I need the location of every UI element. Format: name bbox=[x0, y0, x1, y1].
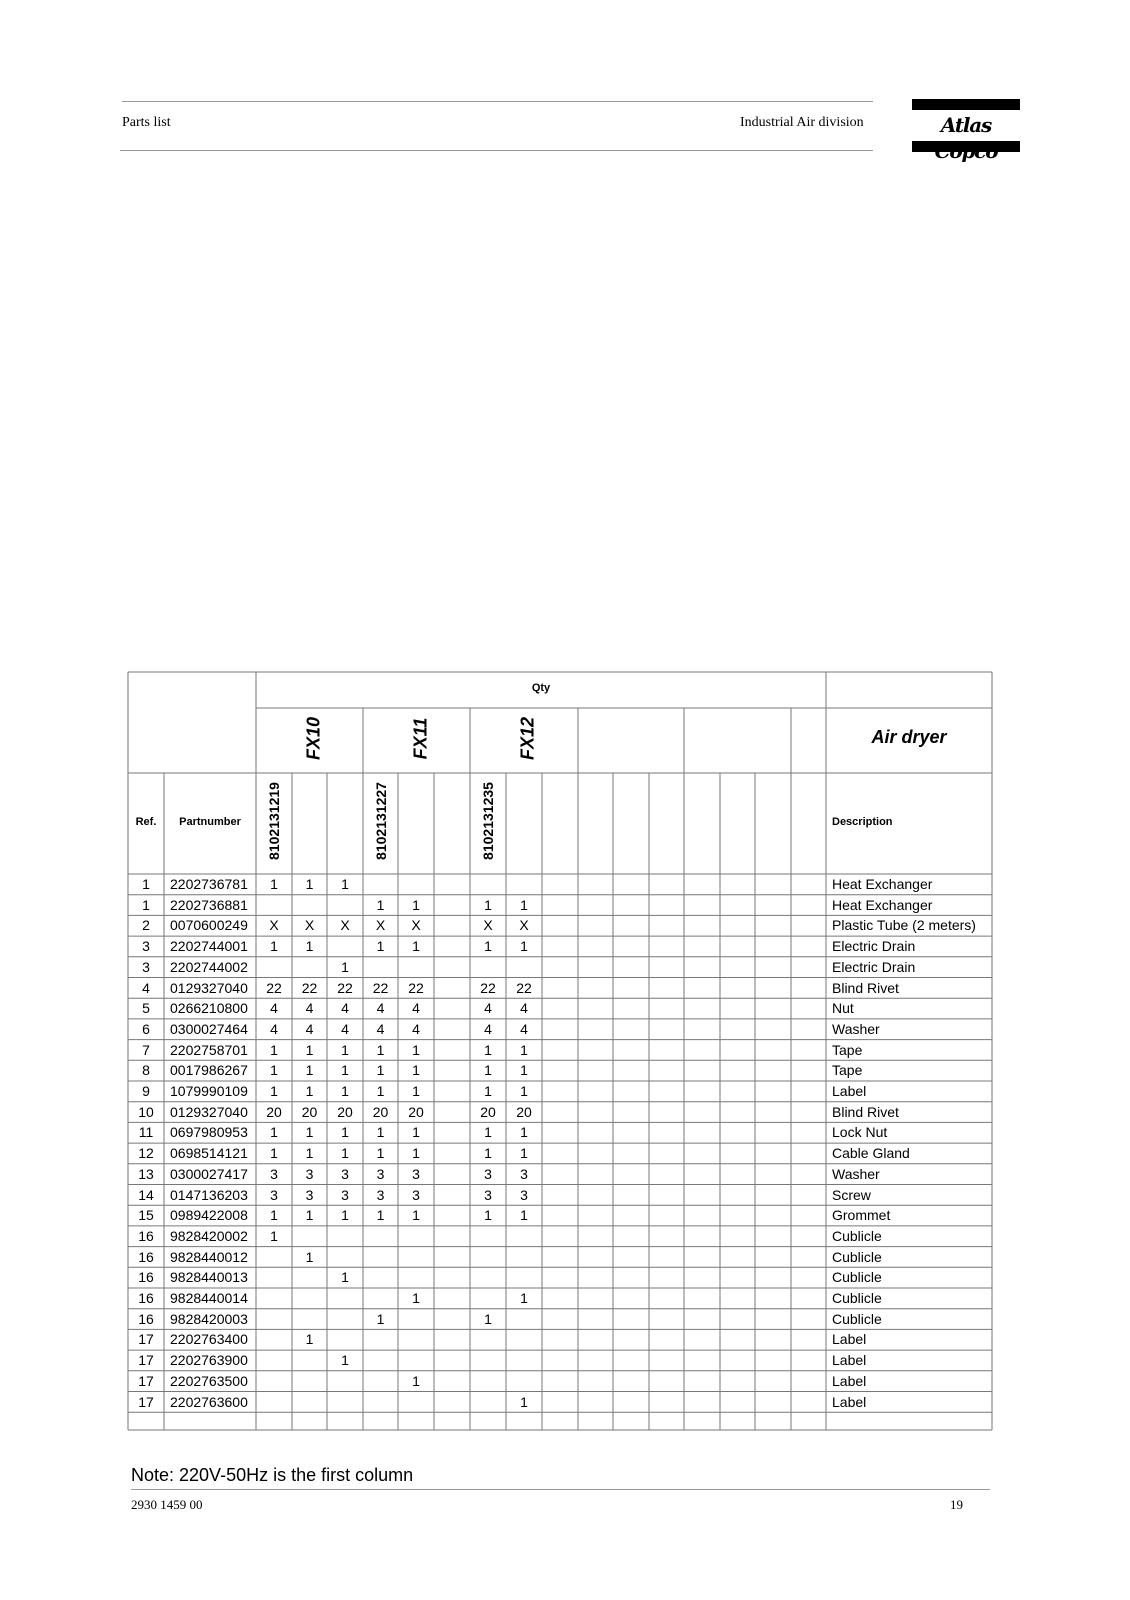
qty-cell: 1 bbox=[412, 1041, 420, 1058]
qty-cell: 1 bbox=[376, 1041, 385, 1058]
ref-cell: 14 bbox=[138, 1186, 154, 1203]
qty-cell: 1 bbox=[412, 938, 420, 955]
partnumber-cell: 2202744001 bbox=[170, 938, 248, 955]
qty-cell: 20 bbox=[480, 1103, 496, 1120]
description-cell: Cublicle bbox=[832, 1269, 882, 1286]
partnumber-cell: 2202744002 bbox=[170, 958, 248, 975]
description-cell: Heat Exchanger bbox=[832, 876, 933, 892]
ref-cell: 3 bbox=[142, 938, 150, 955]
qty-cell: 3 bbox=[341, 1186, 349, 1203]
qty-cell: 1 bbox=[376, 938, 385, 955]
qty-cell: 20 bbox=[408, 1103, 424, 1120]
qty-cell: 20 bbox=[516, 1103, 532, 1120]
ref-cell: 16 bbox=[138, 1248, 154, 1265]
qty-cell: 1 bbox=[412, 1062, 420, 1079]
qty-cell: 4 bbox=[484, 1000, 492, 1017]
partnumber-cell: 0300027417 bbox=[170, 1165, 248, 1182]
qty-cell: 4 bbox=[376, 1020, 385, 1037]
ref-cell: 16 bbox=[138, 1227, 154, 1244]
qty-cell: 1 bbox=[520, 1083, 528, 1099]
ref-cell: 10 bbox=[138, 1103, 154, 1120]
qty-cell: 4 bbox=[270, 1020, 278, 1037]
table-note: Note: 220V-50Hz is the first column bbox=[131, 1465, 414, 1485]
qty-cell: 1 bbox=[305, 1331, 314, 1348]
qty-cell: 1 bbox=[376, 896, 385, 913]
qty-cell: 4 bbox=[412, 1020, 420, 1037]
qty-cell: 1 bbox=[412, 1207, 420, 1224]
fx11-partnumber: 8102131227 bbox=[373, 782, 389, 860]
partnumber-cell: 0147136203 bbox=[170, 1186, 248, 1203]
partnumber-cell: 2202763500 bbox=[170, 1372, 248, 1389]
ref-cell: 11 bbox=[138, 1124, 154, 1141]
partnumber-cell: 9828440013 bbox=[170, 1269, 248, 1286]
qty-cell: 1 bbox=[484, 1083, 492, 1099]
description-cell: Tape bbox=[832, 1041, 863, 1058]
qty-cell: 3 bbox=[412, 1186, 420, 1203]
description-cell: Cublicle bbox=[832, 1227, 882, 1244]
qty-cell: 1 bbox=[270, 876, 278, 892]
table-title: Air dryer bbox=[871, 727, 947, 747]
model-fx12-label: FX12 bbox=[517, 716, 538, 761]
qty-cell: 1 bbox=[412, 1145, 420, 1162]
qty-cell: 3 bbox=[305, 1165, 314, 1182]
qty-cell: 1 bbox=[270, 1041, 278, 1058]
description-cell: Washer bbox=[832, 1020, 880, 1037]
qty-cell: 1 bbox=[412, 1124, 420, 1141]
description-cell: Heat Exchanger bbox=[832, 896, 933, 913]
qty-cell: 1 bbox=[484, 1124, 492, 1141]
description-cell: Lock Nut bbox=[832, 1124, 888, 1141]
qty-cell: 20 bbox=[266, 1103, 282, 1120]
qty-cell: 1 bbox=[270, 1207, 278, 1224]
qty-cell: 20 bbox=[301, 1103, 318, 1120]
fx10-partnumber: 8102131219 bbox=[266, 782, 282, 860]
qty-cell: 4 bbox=[484, 1020, 492, 1037]
logo-text: Atlas bbox=[940, 113, 992, 137]
qty-cell: 1 bbox=[484, 1041, 492, 1058]
qty-cell: 1 bbox=[412, 1083, 420, 1099]
qty-cell: 1 bbox=[376, 1145, 385, 1162]
qty-cell: 4 bbox=[520, 1020, 528, 1037]
qty-cell: 1 bbox=[520, 1124, 528, 1141]
partnumber-cell: 9828440014 bbox=[170, 1290, 248, 1306]
description-cell: Cublicle bbox=[832, 1310, 882, 1327]
qty-cell: X bbox=[340, 917, 350, 934]
ref-cell: 13 bbox=[138, 1165, 154, 1182]
qty-cell: 1 bbox=[341, 1041, 349, 1058]
qty-cell: 4 bbox=[305, 1000, 314, 1017]
qty-cell: 4 bbox=[270, 1000, 278, 1017]
ref-cell: 2 bbox=[142, 917, 150, 934]
ref-cell: 15 bbox=[138, 1207, 154, 1224]
qty-cell: 1 bbox=[520, 1393, 528, 1410]
qty-cell: 1 bbox=[520, 896, 528, 913]
partnumber-cell: 9828420003 bbox=[170, 1310, 248, 1327]
partnumber-cell: 1079990109 bbox=[170, 1083, 248, 1099]
fx12-partnumber: 8102131235 bbox=[480, 782, 496, 860]
qty-cell: 1 bbox=[520, 1041, 528, 1058]
qty-cell: 1 bbox=[484, 1145, 492, 1162]
partnumber-cell: 2202758701 bbox=[170, 1041, 248, 1058]
qty-cell: 4 bbox=[520, 1000, 528, 1017]
qty-cell: 1 bbox=[520, 938, 528, 955]
qty-cell: 3 bbox=[484, 1186, 492, 1203]
qty-cell: 4 bbox=[341, 1000, 349, 1017]
qty-cell: X bbox=[411, 917, 421, 934]
partnumber-header: Partnumber bbox=[179, 816, 241, 828]
description-cell: Blind Rivet bbox=[832, 979, 899, 996]
description-cell: Cublicle bbox=[832, 1290, 882, 1306]
qty-cell: 3 bbox=[412, 1165, 420, 1182]
qty-cell: 1 bbox=[412, 1290, 420, 1306]
document-number: 2930 1459 00 bbox=[131, 1497, 203, 1512]
qty-cell: 1 bbox=[305, 876, 314, 892]
qty-cell: 4 bbox=[412, 1000, 420, 1017]
qty-cell: 1 bbox=[341, 1207, 349, 1224]
qty-cell: 1 bbox=[305, 1124, 314, 1141]
partnumber-cell: 2202736881 bbox=[170, 896, 248, 913]
qty-cell: 3 bbox=[270, 1165, 278, 1182]
header-division: Industrial Air division bbox=[740, 115, 864, 130]
qty-cell: 1 bbox=[520, 1062, 528, 1079]
qty-cell: 1 bbox=[341, 1124, 349, 1141]
ref-cell: 4 bbox=[142, 979, 150, 996]
page-number: 19 bbox=[950, 1497, 963, 1512]
description-header: Description bbox=[832, 816, 893, 828]
ref-cell: 16 bbox=[138, 1290, 154, 1306]
qty-cell: 1 bbox=[376, 1083, 385, 1099]
ref-cell: 6 bbox=[142, 1020, 150, 1037]
qty-cell: 4 bbox=[376, 1000, 385, 1017]
qty-cell: 1 bbox=[412, 896, 420, 913]
partnumber-cell: 2202763600 bbox=[170, 1393, 248, 1410]
description-cell: Plastic Tube (2 meters) bbox=[832, 917, 976, 934]
qty-cell: 1 bbox=[484, 1310, 492, 1327]
qty-cell: 1 bbox=[412, 1372, 420, 1389]
qty-cell: 1 bbox=[341, 1269, 349, 1286]
description-cell: Grommet bbox=[832, 1207, 891, 1224]
qty-label: Qty bbox=[531, 682, 551, 694]
description-cell: Tape bbox=[832, 1062, 863, 1079]
qty-cell: 3 bbox=[376, 1165, 385, 1182]
model-fx10-label: FX10 bbox=[303, 716, 324, 761]
partnumber-cell: 0266210800 bbox=[170, 1000, 248, 1017]
qty-cell: 20 bbox=[372, 1103, 389, 1120]
description-cell: Label bbox=[832, 1083, 867, 1099]
qty-cell: 1 bbox=[341, 1062, 349, 1079]
header-section-title: Parts list bbox=[122, 115, 171, 130]
qty-cell: 1 bbox=[305, 1145, 314, 1162]
qty-cell: 1 bbox=[305, 938, 314, 955]
ref-cell: 9 bbox=[142, 1083, 150, 1099]
qty-cell: 3 bbox=[520, 1165, 528, 1182]
partnumber-cell: 0070600249 bbox=[170, 917, 248, 934]
qty-cell: 1 bbox=[270, 1227, 278, 1244]
qty-cell: 3 bbox=[520, 1186, 528, 1203]
qty-cell: 22 bbox=[372, 979, 389, 996]
qty-cell: 1 bbox=[270, 1145, 278, 1162]
qty-cell: 1 bbox=[305, 1207, 314, 1224]
ref-header: Ref. bbox=[135, 816, 157, 828]
description-cell: Electric Drain bbox=[832, 938, 916, 955]
qty-cell: 1 bbox=[376, 1207, 385, 1224]
partnumber-cell: 9828440012 bbox=[170, 1248, 248, 1265]
description-cell: Screw bbox=[832, 1186, 871, 1203]
partnumber-cell: 0989422008 bbox=[170, 1207, 248, 1224]
qty-cell: 1 bbox=[484, 938, 492, 955]
qty-cell: 1 bbox=[376, 1124, 385, 1141]
ref-cell: 5 bbox=[142, 1000, 150, 1017]
description-cell: Label bbox=[832, 1372, 867, 1389]
qty-cell: 1 bbox=[484, 1207, 492, 1224]
partnumber-cell: 2202763400 bbox=[170, 1331, 248, 1348]
description-cell: Cublicle bbox=[832, 1248, 882, 1265]
ref-cell: 1 bbox=[142, 876, 150, 892]
qty-cell: 1 bbox=[270, 1124, 278, 1141]
qty-cell: X bbox=[375, 917, 386, 934]
qty-cell: 1 bbox=[341, 958, 349, 975]
description-cell: Washer bbox=[832, 1165, 880, 1182]
qty-cell: X bbox=[483, 917, 493, 934]
qty-cell: X bbox=[304, 917, 315, 934]
qty-cell: 1 bbox=[305, 1083, 314, 1099]
qty-cell: 3 bbox=[376, 1186, 385, 1203]
ref-cell: 7 bbox=[142, 1041, 150, 1058]
qty-cell: 1 bbox=[376, 1062, 385, 1079]
description-cell: Label bbox=[832, 1331, 867, 1348]
qty-cell: 3 bbox=[305, 1186, 314, 1203]
partnumber-cell: 2202763900 bbox=[170, 1352, 248, 1369]
qty-cell: 3 bbox=[484, 1165, 492, 1182]
qty-cell: 1 bbox=[270, 938, 278, 955]
qty-cell: 1 bbox=[341, 876, 349, 892]
qty-cell: 1 bbox=[520, 1290, 528, 1306]
qty-cell: 1 bbox=[520, 1145, 528, 1162]
partnumber-cell: 0129327040 bbox=[170, 1103, 248, 1120]
footer-rule bbox=[131, 1489, 990, 1490]
qty-cell: X bbox=[269, 917, 279, 934]
partnumber-cell: 0017986267 bbox=[170, 1062, 248, 1079]
qty-cell: 22 bbox=[266, 979, 282, 996]
ref-cell: 8 bbox=[142, 1062, 150, 1079]
description-cell: Cable Gland bbox=[832, 1145, 910, 1162]
qty-cell: 20 bbox=[337, 1103, 353, 1120]
description-cell: Blind Rivet bbox=[832, 1103, 899, 1120]
qty-cell: 22 bbox=[516, 979, 532, 996]
description-cell: Label bbox=[832, 1352, 867, 1369]
qty-cell: 3 bbox=[341, 1165, 349, 1182]
ref-cell: 16 bbox=[138, 1269, 154, 1286]
qty-cell: 1 bbox=[376, 1310, 385, 1327]
qty-cell: 3 bbox=[270, 1186, 278, 1203]
ref-cell: 3 bbox=[142, 958, 150, 975]
qty-cell: 1 bbox=[270, 1062, 278, 1079]
ref-cell: 17 bbox=[138, 1331, 154, 1348]
qty-cell: 4 bbox=[341, 1020, 349, 1037]
qty-cell: 1 bbox=[305, 1248, 314, 1265]
partnumber-cell: 0129327040 bbox=[170, 979, 248, 996]
qty-cell: 1 bbox=[484, 1062, 492, 1079]
qty-cell: 1 bbox=[305, 1062, 314, 1079]
partnumber-cell: 0300027464 bbox=[170, 1020, 248, 1037]
partnumber-cell: 0697980953 bbox=[170, 1124, 248, 1141]
partnumber-cell: 9828420002 bbox=[170, 1227, 248, 1244]
qty-cell: 1 bbox=[341, 1083, 349, 1099]
partnumber-cell: 0698514121 bbox=[170, 1145, 248, 1162]
qty-cell: 1 bbox=[520, 1207, 528, 1224]
ref-cell: 1 bbox=[142, 896, 150, 913]
qty-cell: 22 bbox=[408, 979, 424, 996]
ref-cell: 12 bbox=[138, 1145, 154, 1162]
description-cell: Label bbox=[832, 1393, 867, 1410]
ref-cell: 17 bbox=[138, 1372, 154, 1389]
qty-cell: 1 bbox=[270, 1083, 278, 1099]
qty-cell: 1 bbox=[341, 1352, 349, 1369]
description-cell: Electric Drain bbox=[832, 958, 916, 975]
partnumber-cell: 2202736781 bbox=[170, 876, 248, 892]
ref-cell: 17 bbox=[138, 1352, 154, 1369]
qty-cell: 1 bbox=[484, 896, 492, 913]
qty-cell: 22 bbox=[337, 979, 353, 996]
ref-cell: 16 bbox=[138, 1310, 154, 1327]
model-fx11-label: FX11 bbox=[410, 717, 431, 760]
qty-cell: 1 bbox=[305, 1041, 314, 1058]
qty-cell: 22 bbox=[480, 979, 496, 996]
ref-cell: 17 bbox=[138, 1393, 154, 1410]
qty-cell: 4 bbox=[305, 1020, 314, 1037]
qty-cell: X bbox=[519, 917, 529, 934]
qty-cell: 1 bbox=[341, 1145, 349, 1162]
description-cell: Nut bbox=[832, 1000, 854, 1017]
qty-cell: 22 bbox=[301, 979, 318, 996]
